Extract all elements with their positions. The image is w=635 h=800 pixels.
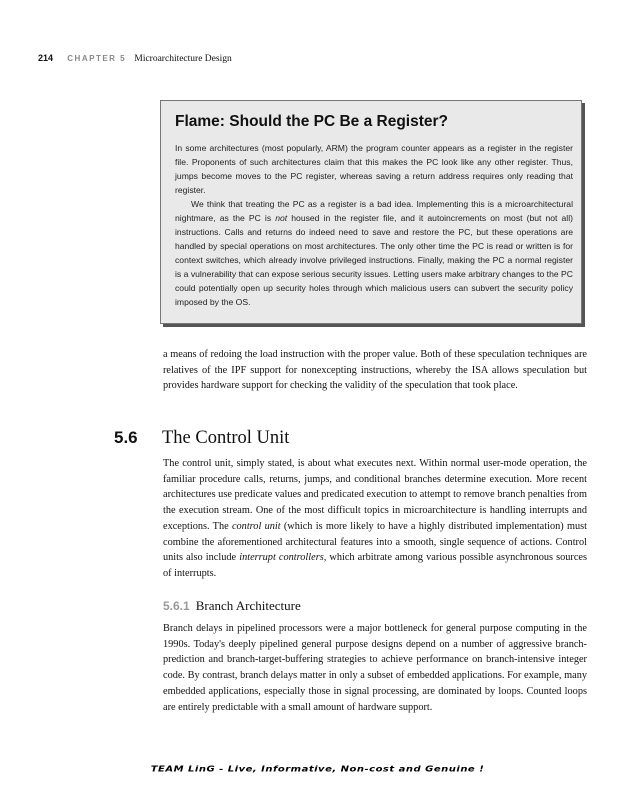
sidebar-title: Flame: Should the PC Be a Register? [175,113,449,130]
chapter-title: Microarchitecture Design [134,54,232,64]
sidebar-emphasis: not [275,213,288,223]
section-text [163,456,587,582]
intro-text: a means of redoing the load instruction with the proper value. Both of these speculation techniques are relatives of the IPF support for nonexcepting instructions, whereby the ISA allows speculation but provides hardware support for checking the validity of the speculation that took place. [163,349,587,392]
subsection-number: 5.6.1 [163,599,190,613]
subsection-title: Branch Architecture [195,598,301,613]
subsection-heading [163,597,301,615]
sidebar-text: housed in the register file, and it autoincrements on most (but not all) instructions. Calls and returns do indeed need to save and restore the PC, but these operations are handled by special operations on most architectures. The only other time the PC is read or written is for context switches, which already involve privileged instructions. Finally, making the PC a normal register is a vulnerability that can expose serious security issues. Letting users make arbitrary changes to the PC could potentially open up security holes through which malicious users can subvert the security policy imposed by the OS. [175,213,573,307]
page-number: 214 [38,53,54,63]
section-number: 5.6 [114,428,138,447]
body-text: The control unit, simply stated, is about what executes next. Within normal user-mode operation, the familiar procedure calls, returns, jumps, and conditional branches determine execution. More recent architectures use predicate values and predicated execution to attempt to remove branch penalties from the execution stream. One of the most difficult topics in microarchitecture is handling interrupts and exceptions. The [163,458,587,532]
section-title: The Control Unit [162,428,290,448]
footer-watermark: TEAM LinG - Live, Informative, Non-cost and Genuine ! [150,765,485,774]
term-emphasis: interrupt controllers, [239,552,327,564]
chapter-label: CHAPTER 5 [67,54,127,63]
intro-paragraph [163,347,587,394]
running-header [38,52,232,65]
sidebar-paragraph-1: In some architectures (most popularly, ARM) the program counter appears as a register in the register file. Proponents of such architectures claim that this makes the PC look like any other register. Thus, jumps become moves to the PC register, whereas saving a return address requires only reading that register. [175,143,573,195]
sidebar-text: We think that treating the PC as a register is a bad idea. Implementing this is a microarchitectural nightmare, as the PC is [175,199,573,223]
section-paragraph [163,456,587,582]
term-emphasis: control unit [231,520,281,532]
body-text: which arbitrate among various possible asynchronous sources of interrupts. [163,552,587,579]
section-heading [114,428,289,449]
subsection-text: Branch delays in pipelined processors were a major bottleneck for general purpose computing in the 1990s. Today's deeply pipelined general purpose designs depend on a number of aggressive branch-prediction and branch-target-buffering strategies to achieve performance on branch-intensive integer code. By contrast, branch delays matter in only a subset of embedded applications. For example, many embedded applications, especially those in signal processing, are dominated by loops. Counted loops are entirely predictable with a small amount of hardware support. [163,623,587,713]
sidebar-paragraph-2 [175,197,573,309]
body-text: (which is more likely to have a highly distributed implementation) must combine the aforementioned architectural features into a smooth, single sequence of actions. Control units also include [163,520,587,564]
flame-sidebar-box [160,100,582,324]
subsection-paragraph [163,621,587,715]
sidebar-body [175,141,573,309]
